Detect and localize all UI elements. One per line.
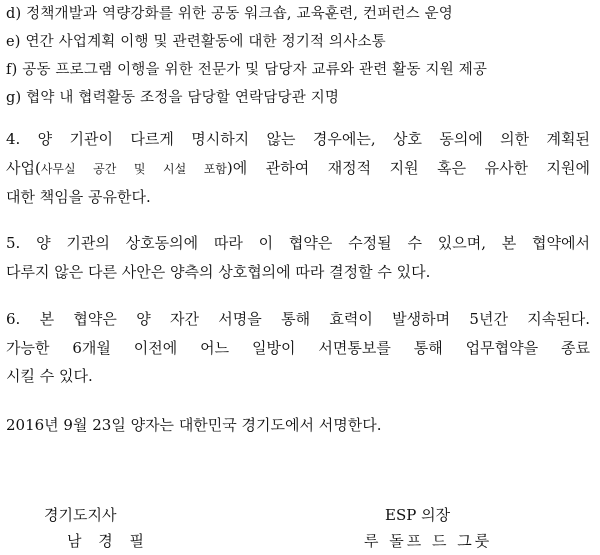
signing-statement: 2016년 9월 23일 양자는 대한민국 경기도에서 서명한다. xyxy=(6,416,382,434)
right-signatory-name: 루 돌프 드 그룻 xyxy=(364,532,493,550)
cooperation-activity-list xyxy=(6,0,596,112)
left-signatory-title: 경기도지사 xyxy=(44,506,117,524)
article-6-paragraph xyxy=(6,305,590,391)
right-signatory-title: ESP 의장 xyxy=(385,506,451,524)
list-item-f: f) 공동 프로그램 이행을 위한 전문가 및 담당자 교류와 관련 활동 지원 제공 xyxy=(6,62,488,78)
article-4-line-2 xyxy=(6,154,590,184)
left-signatory-name: 남 경 필 xyxy=(67,532,151,550)
article-4-line-1: 4. 양 기관이 다르게 명시하지 않는 경우에는, 상호 동의에 의한 계획된 xyxy=(6,130,590,148)
article-6-line-3: 시킬 수 있다. xyxy=(6,367,93,385)
article-4-parenthetical: 사무실 공간 및 시설 포함 xyxy=(40,161,227,176)
list-item-d: d) 정책개발과 역량강화를 위한 공동 워크숍, 교육훈련, 컨퍼런스 운영 xyxy=(6,6,454,22)
article-4-line-3: 대한 책임을 공유한다. xyxy=(6,188,151,206)
article-6-line-2: 가능한 6개월 이전에 어느 일방이 서면통보를 통해 업무협약을 종료 xyxy=(6,338,590,357)
article-4-paragraph xyxy=(6,125,590,212)
article-5-line-1: 5. 양 기관의 상호동의에 따라 이 협약은 수정될 수 있으며, 본 협약에서 xyxy=(6,234,590,252)
article-5-paragraph xyxy=(6,229,590,286)
article-4-line-2-start: 사업( xyxy=(6,158,41,177)
article-5-line-2: 다루지 않은 다른 사안은 양측의 상호협의에 따라 결정할 수 있다. xyxy=(6,262,431,281)
list-item-g: g) 협약 내 협력활동 조정을 담당할 연락담당관 지명 xyxy=(6,90,340,106)
article-6-line-1: 6. 본 협약은 양 자간 서명을 통해 효력이 발생하며 5년간 지속된다. xyxy=(6,310,590,328)
list-item-e: e) 연간 사업계획 이행 및 관련활동에 대한 정기적 의사소통 xyxy=(6,34,386,50)
article-4-line-2-end: )에 관하여 재정적 지원 혹은 유사한 지원에 xyxy=(226,158,591,177)
